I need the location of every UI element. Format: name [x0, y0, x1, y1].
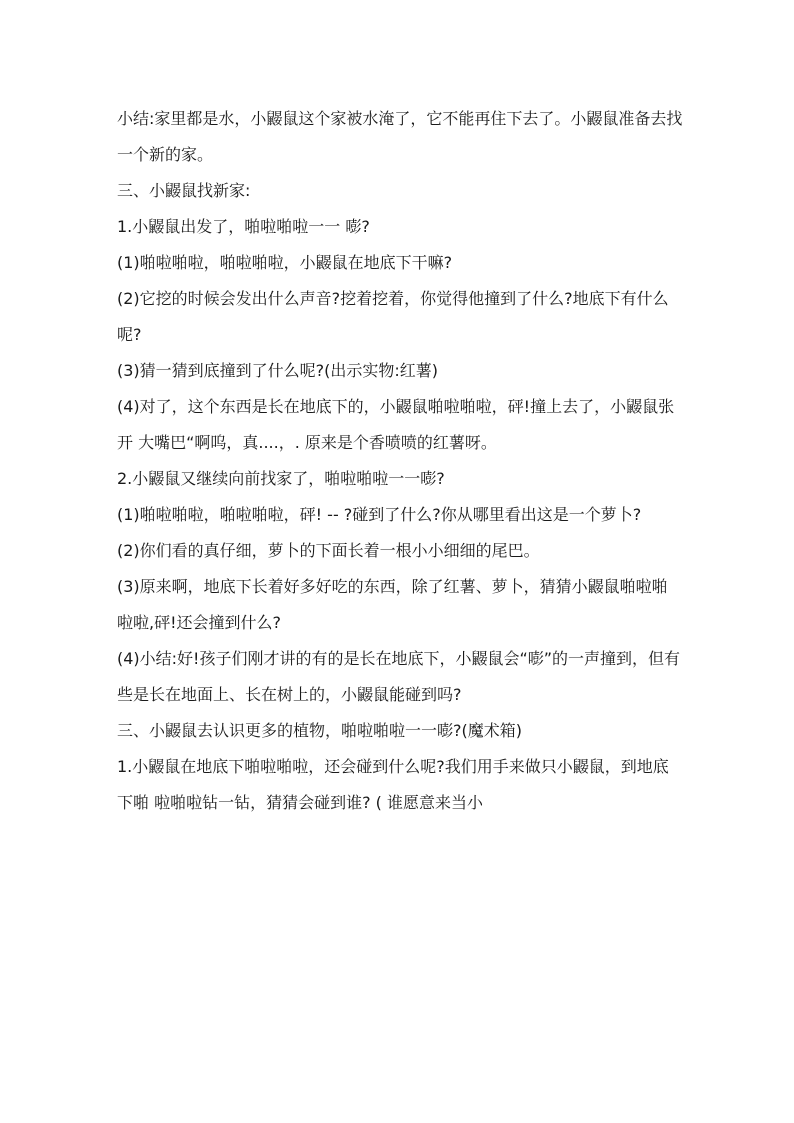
sub-step-paragraph: (1)啪啦啪啦，啪啦啪啦，砰! -- ?碰到了什么?你从哪里看出这是一个萝卜?: [117, 505, 642, 524]
document-body: [117, 101, 683, 821]
sub-step-paragraph: (1)啪啦啪啦，啪啦啪啦，小鼹鼠在地底下干嘛?: [117, 253, 453, 272]
step-paragraph: 2.小鼹鼠又继续向前找家了，啪啦啪啦一一嘭?: [117, 469, 445, 488]
sub-step-paragraph: (4)小结:好!孩子们刚才讲的有的是长在地底下，小鼹鼠会“嘭”的一声撞到，但有些是长在地面上、长在树上的，小鼹鼠能碰到吗?: [117, 649, 681, 704]
sub-step-paragraph: (3)原来啊，地底下长着好多好吃的东西，除了红薯、萝卜，猜猜小鼹鼠啪啦啪啦啦,砰!还会撞到什么?: [117, 577, 668, 632]
section-heading: 三、小鼹鼠找新家:: [117, 181, 251, 200]
section-heading: 三、小鼹鼠去认识更多的植物，啪啦啪啦一一嘭?(魔术箱): [117, 721, 522, 740]
sub-step-paragraph: (3)猜一猜到底撞到了什么呢?(出示实物:红薯): [117, 361, 439, 380]
sub-step-paragraph: (2)它挖的时候会发出什么声音?挖着挖着，你觉得他撞到了什么?地底下有什么呢?: [117, 289, 669, 344]
sub-step-paragraph: (4)对了，这个东西是长在地底下的，小鼹鼠啪啦啪啦，砰!撞上去了，小鼹鼠张开 大嘴巴“啊呜，真....，. 原来是个香喷喷的红薯呀。: [117, 397, 675, 452]
step-paragraph: 1.小鼹鼠在地底下啪啦啪啦，还会碰到什么呢?我们用手来做只小鼹鼠，到地底下啪 啦啪啦钻一钻，猜猜会碰到谁? ( 谁愿意来当小: [117, 757, 669, 812]
sub-step-paragraph: (2)你们看的真仔细，萝卜的下面长着一根小小细细的尾巴。: [117, 541, 540, 560]
step-paragraph: 1.小鼹鼠出发了，啪啦啪啦一一 嘭?: [117, 217, 370, 236]
summary-paragraph: 小结:家里都是水，小鼹鼠这个家被水淹了，它不能再住下去了。小鼹鼠准备去找一个新的家。: [117, 109, 683, 164]
